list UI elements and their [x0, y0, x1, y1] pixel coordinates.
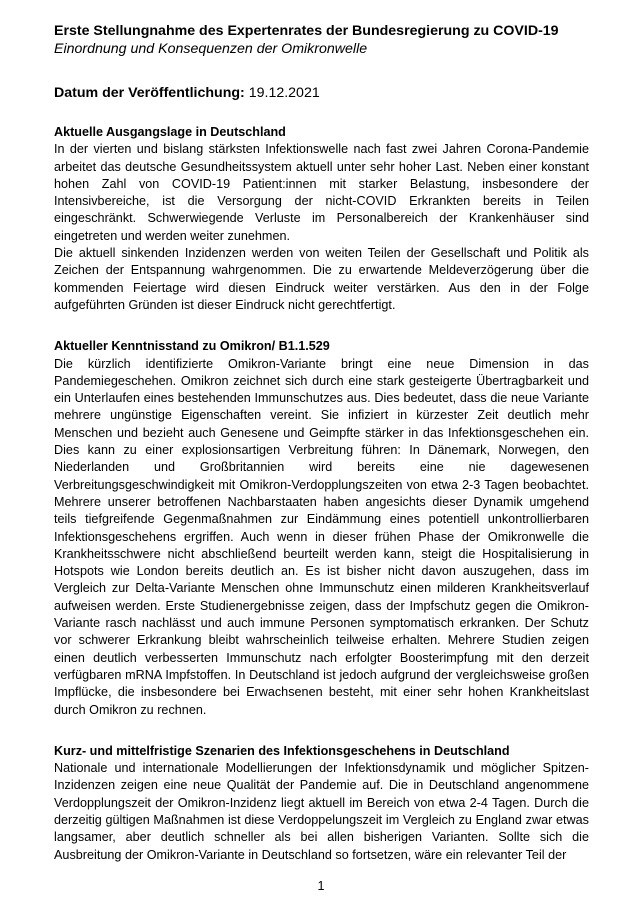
section-ausgangslage — [54, 124, 589, 314]
document-title: Erste Stellungnahme des Expertenrates der Bundesregierung zu COVID-19 — [54, 23, 559, 39]
document-subtitle: Einordnung und Konsequenzen der Omikronwelle — [54, 41, 368, 57]
page-number: 1 — [317, 879, 325, 893]
section-heading: Aktueller Kenntnisstand zu Omikron/ B1.1.529 — [54, 339, 330, 354]
section-kenntnisstand — [54, 338, 589, 719]
publication-date — [54, 84, 589, 102]
section-paragraph: Die aktuell sinkenden Inzidenzen werden von weiten Teilen der Gesellschaft und Politik als Zeichen der Entspannung wahrgenommen. Die zu erwartende Meldeverzögerung über die kommenden Feiertage wird diesen Eindruck weiter verstärken. Aus den in der Folge aufgeführten Gründen ist dieser Eindruck nicht gerechtfertigt. — [54, 246, 589, 312]
publication-date-label: Datum der Veröffentlichung: — [54, 85, 245, 101]
section-heading: Kurz- und mittelfristige Szenarien des Infektionsgeschehens in Deutschland — [54, 743, 510, 758]
section-paragraph: Die kürzlich identifizierte Omikron-Variante bringt eine neue Dimension in das Pandemiegeschehen. Omikron zeichnet sich durch eine stark gesteigerte Übertragbarkeit und ein Unterlaufen eines bestehenden Immunschutzes aus. Dies bedeutet, dass die neue Variante mehrere ungünstige Eigenschaften vereint. Sie infiziert in kürzester Zeit deutlich mehr Menschen und bezieht auch Genesene und Geimpfte stärker in das Infektionsgeschehen ein. Dies kann zu einer explosionsartigen Verbreitung führen: In Dänemark, Norwegen, den Niederlanden und Großbritannien wird bereits eine nie dagewesenen Verbreitungsgeschwindigkeit mit Omikron-Verdopplungszeiten von etwa 2-3 Tagen beobachtet. Mehrere unserer betroffenen Nachbarstaaten haben angesichts dieser Dynamik umgehend teils tiefgreifende Gegenmaßnahmen zur Eindämmung eines potentiell unkontrollierbaren Infektionsgeschehens ergriffen. Auch wenn in dieser frühen Phase der Omikronwelle die Krankheitsschwere nicht abschließend beurteilt werden kann, steigt die Hospitalisierung in Hotspots wie London bereits deutlich an. Es ist bisher nicht davon auszugehen, dass im Vergleich zur Delta-Variante Menschen ohne Immunschutz einen milderen Krankheitsverlauf aufweisen werden. Erste Studienergebnisse zeigen, dass der Impfschutz gegen die Omikron-Variante rasch nachlässt und auch immune Personen symptomatisch erkranken. Der Schutz vor schwerer Erkrankung bleibt wahrscheinlich teilweise erhalten. Mehrere Studien zeigen einen deutlich verbesserten Immunschutz nach erfolgter Boosterimpfung mit den derzeit verfügbaren mRNA Impfstoffen. In Deutschland ist jedoch aufgrund der vergleichsweise großen Impflücke, die insbesondere bei Erwachsenen besteht, mit einer sehr hohen Krankheitslast durch Omikron zu rechnen. — [54, 356, 589, 717]
section-heading: Aktuelle Ausgangslage in Deutschland — [54, 125, 286, 139]
publication-date-value: 19.12.2021 — [248, 85, 320, 101]
section-paragraph: In der vierten und bislang stärksten Infektionswelle nach fast zwei Jahren Corona-Pandemie arbeitet das deutsche Gesundheitssystem aktuell unter sehr hoher Last. Neben einer konstant hohen Zahl von COVID-19 Patient:innen mit starker Belastung, insbesondere der Intensivbereiche, ist die Versorgung der nicht-COVID Erkrankten bereits in Teilen eingeschränkt. Schwerwiegende Verluste im Personalbereich der Krankenhäuser sind eingetreten und werden weiter zunehmen. — [54, 142, 589, 243]
section-paragraph: Nationale und internationale Modellierungen der Infektionsdynamik und möglicher Spitzen-Inzidenzen zeigen eine neue Qualität der Pandemie auf. Die in Deutschland angenommene Verdopplungszeit der Omikron-Inzidenz liegt aktuell im Bereich von etwa 2-4 Tagen. Durch die derzeitig gültigen Maßnahmen ist diese Verdoppelungszeit im Vergleich zu England zwar etwas langsamer, aber deutlich schneller als bei allen bisherigen Varianten. Sollte sich die Ausbreitung der Omikron-Variante in Deutschland so fortsetzen, wäre ein relevanter Teil der — [54, 761, 589, 862]
section-szenarien — [54, 743, 589, 864]
